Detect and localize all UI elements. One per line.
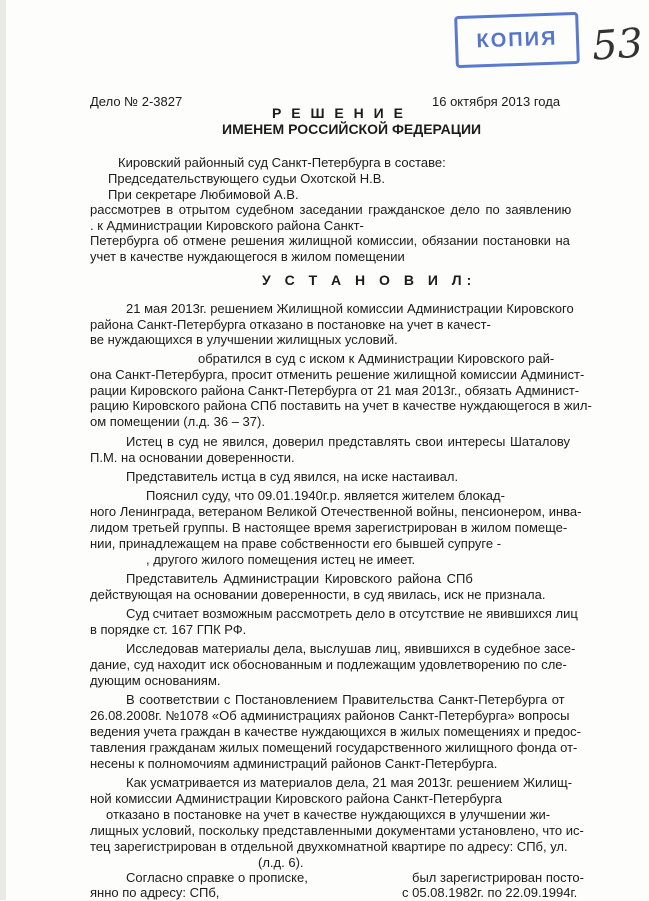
body-line: Представитель истца в суд явился, на иске настаивал. [126, 469, 459, 484]
body-line: дующим основаниям. [90, 673, 221, 688]
body-line: В соответствии с Постановлением Правительства Санкт-Петербурга от [126, 692, 565, 707]
body-line: был зарегистрирован посто- [412, 870, 584, 885]
body-line: П.М. на основании доверенности. [90, 450, 295, 465]
body-line: лищных условий, поскольку представленными документами установлено, что ис- [90, 823, 584, 838]
body-line: янно по адресу: СПб, [90, 885, 220, 900]
body-line: ом помещении (л.д. 36 – 37). [90, 414, 265, 429]
handwritten-page-number: 53 [590, 20, 645, 70]
body-line: она Санкт-Петербурга, просит отменить решение жилищной комиссии Админист- [90, 367, 585, 382]
body-line: с 05.08.1982г. по 22.09.1994г. [402, 885, 578, 900]
body-line: дание, суд находит иск обоснованным и подлежащим удовлетворению по сле- [90, 657, 567, 672]
scan-edge [0, 0, 6, 900]
body-line: ной комиссии Администрации Кировского района Санкт-Петербурга [90, 791, 502, 806]
intro-line: Председательствующего судьи Охотской Н.В. [108, 171, 386, 186]
body-line: лидом третьей группы. В настоящее время зарегистрирован в жилом помеще- [90, 520, 568, 535]
body-line: нии, принадлежащем на праве собственности его бывшей супруге - [90, 536, 502, 551]
body-line: рацию Кировского района СПб поставить на учет в качестве нуждающегося в жил- [90, 398, 592, 413]
intro-line: учет в качестве нуждающегося в жилом помещении [90, 249, 405, 264]
body-line: отказано в постановке на учет в качестве нуждающихся в улучшении жи- [106, 807, 551, 822]
intro-line: При секретаре Любимовой А.В. [108, 187, 299, 202]
body-line: Истец в суд не явился, доверил представлять свои интересы Шаталову [126, 434, 570, 449]
body-line: района Санкт-Петербурга отказано в постановке на учет в качест- [90, 317, 491, 332]
body-line: 26.08.2008г. №1078 «Об администрациях районов Санкт-Петербурга» вопросы [90, 708, 570, 723]
body-line: рации Кировского района Санкт-Петербурга от 21 мая 2013г., обязать Админист- [90, 383, 580, 398]
body-line: Пояснил суду, что 09.01.1940г.р. является жителем блокад- [146, 488, 505, 503]
body-line: , другого жилого помещения истец не имеет. [146, 552, 416, 567]
document-subtitle: ИМЕНЕМ РОССИЙСКОЙ ФЕДЕРАЦИИ [222, 121, 482, 137]
body-line: (л.д. 6). [258, 855, 304, 870]
body-line: обратился в суд с иском к Администрации Кировского рай- [198, 351, 555, 366]
intro-line: Кировский районный суд Санкт-Петербурга в составе: [118, 155, 446, 170]
body-line: в порядке ст. 167 ГПК РФ. [90, 622, 247, 637]
intro-line: рассмотрев в отрытом судебном заседании гражданское дело по заявлению [90, 202, 572, 217]
body-line: 21 мая 2013г. решением Жилищной комиссии Администрации Кировского [126, 301, 574, 316]
body-line: Представитель Администрации Кировского района СПб [126, 571, 473, 586]
body-line: Согласно справке о прописке, [126, 870, 308, 885]
case-number: Дело № 2-3827 [90, 94, 183, 109]
intro-line: . к Администрации Кировского района Санкт- [90, 218, 364, 233]
body-line: тавления гражданам жилых помещений государственного жилищного фонда от- [90, 740, 578, 755]
intro-line: Петербурга об отмене решения жилищной комиссии, обязании постановки на [90, 233, 570, 248]
body-line: ного Ленинграда, ветераном Великой Отечественной войны, пенсионером, инва- [90, 504, 582, 519]
body-line: ве нуждающихся в улучшении жилищных условий. [90, 332, 398, 347]
body-line: Суд считает возможным рассмотреть дело в отсутствие не явившихся лиц [126, 606, 578, 621]
body-line: ведения учета граждан в качестве нуждающихся в жилых помещениях и предос- [90, 724, 581, 739]
document-title: Р Е Ш Е Н И Е [272, 105, 406, 121]
body-line: действующая на основании доверенности, в суд явилась, иск не признала. [90, 587, 546, 602]
body-line: Как усматривается из материалов дела, 21 мая 2013г. решением Жилищ- [126, 775, 573, 790]
section-heading: У С Т А Н О В И Л: [262, 272, 477, 288]
copy-stamp: КОПИЯ [454, 12, 580, 68]
body-line: несены к полномочиям администраций районов Санкт-Петербурга. [90, 756, 498, 771]
decision-date: 16 октября 2013 года [432, 94, 561, 109]
body-line: Исследовав материалы дела, выслушав лиц, явившихся в судебное засе- [126, 641, 576, 656]
body-line: тец зарегистрирован в отдельной двухкомнатной квартире по адресу: СПб, ул. [90, 839, 568, 854]
